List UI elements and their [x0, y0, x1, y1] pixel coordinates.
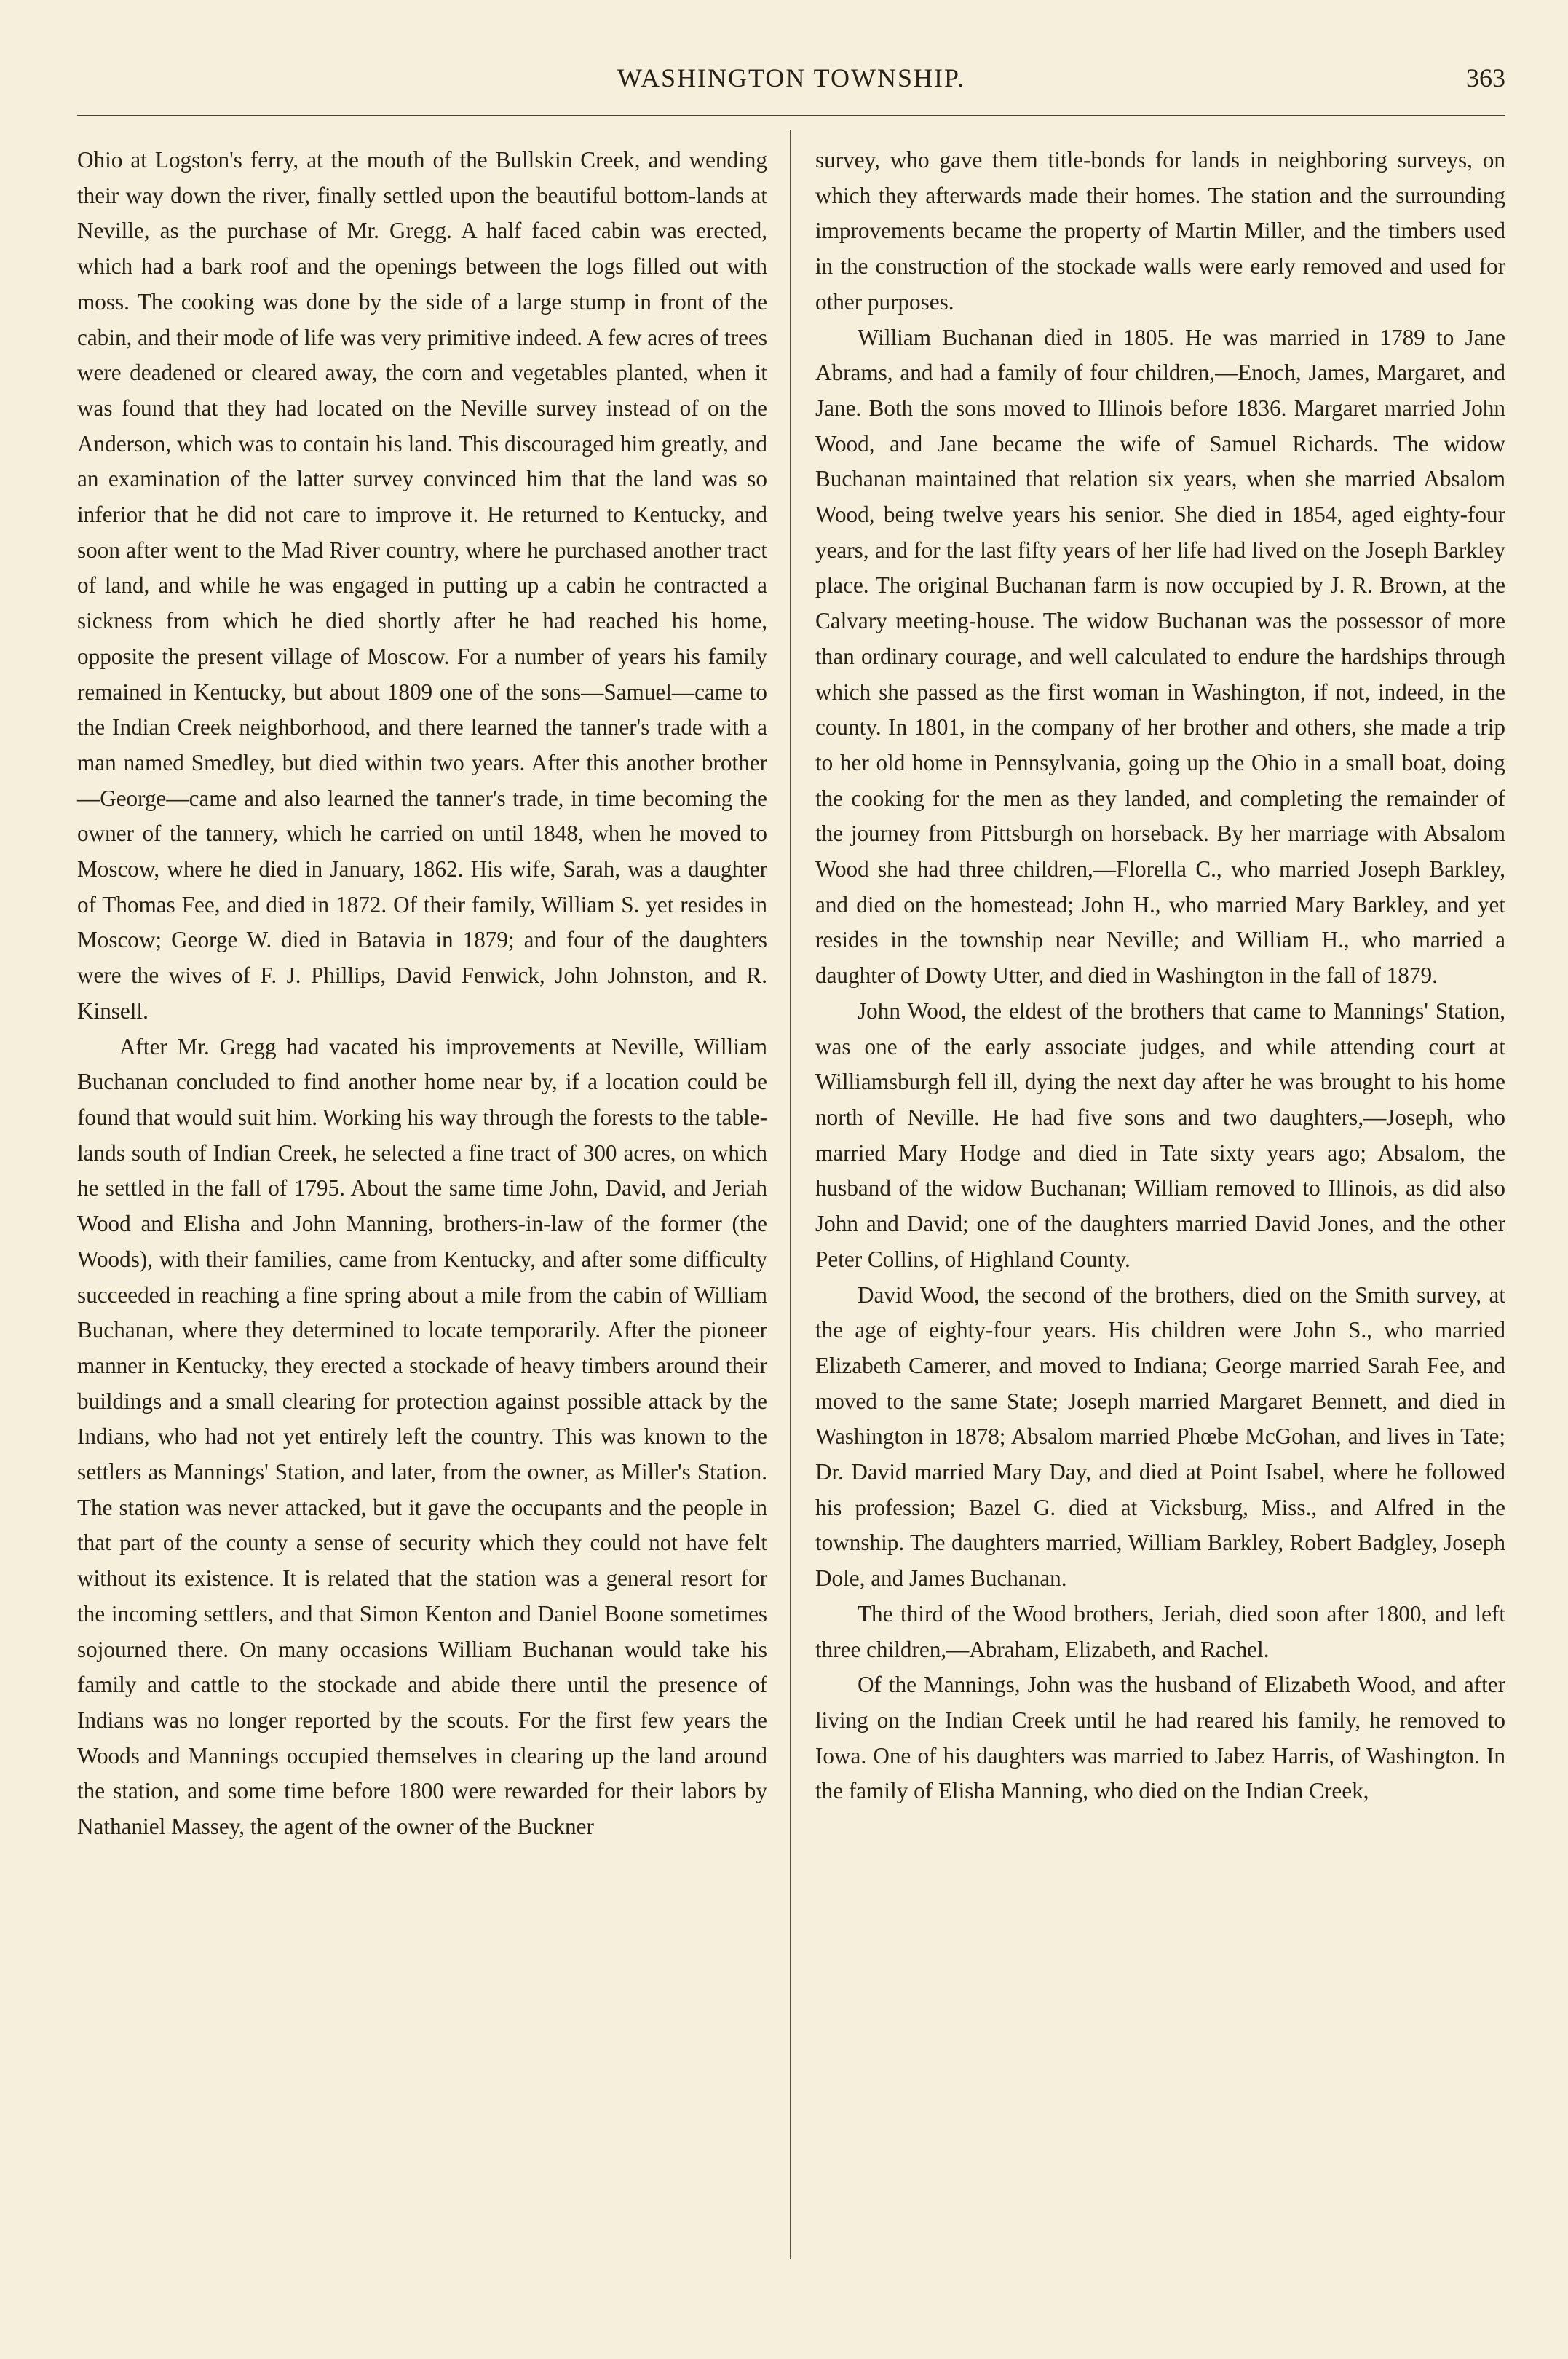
running-head	[77, 60, 1505, 103]
left-paragraph-2: After Mr. Gregg had vacated his improvements at Neville, William Buchanan concluded to find another home near by, if a location could be found that would suit him. Working his way through the forests to the table-lands south of Indian Creek, he selected a fine tract of 300 acres, on which he settled in the fall of 1795. About the same time John, David, and Jeriah Wood and Elisha and John Manning, brothers-in-law of the former (the Woods), with their families, came from Kentucky, and after some difficulty succeeded in reaching a fine spring about a mile from the cabin of William Buchanan, where they determined to locate temporarily. After the pioneer manner in Kentucky, they erected a stockade of heavy timbers around their buildings and a small clearing for protection against possible attack by the Indians, who had not yet entirely left the country. This was known to the settlers as Mannings' Station, and later, from the owner, as Miller's Station. The station was never attacked, but it gave the occupants and the people in that part of the county a sense of security which they could not have felt without its existence. It is related that the station was a general resort for the incoming settlers, and that Simon Kenton and Daniel Boone sometimes sojourned there. On many occasions William Buchanan would take his family and cattle to the stockade and abide there until the presence of Indians was no longer reported by the scouts. For the first few years the Woods and Mannings occupied themselves in clearing up the land around the station, and some time before 1800 were rewarded for their labors by Nathaniel Massey, the agent of the owner of the Buckner	[77, 1033, 768, 1840]
column-divider	[790, 130, 791, 2259]
page-number: 363	[1466, 63, 1505, 92]
right-paragraph-5: The third of the Wood brothers, Jeriah, died soon after 1800, and left three children,—Abraham, Elizabeth, and Rachel.	[815, 1600, 1505, 1662]
right-paragraph-3: John Wood, the eldest of the brothers that came to Mannings' Station, was one of the early associate judges, and while attending court at Williamsburgh fell ill, dying the next day after he was brought to his home north of Neville. He had five sons and two daughters,—Joseph, who married Mary Hodge and died in Tate sixty years ago; Absalom, the husband of the widow Buchanan; William removed to Illinois, as did also John and David; one of the daughters married David Jones, and the other Peter Collins, of Highland County.	[815, 997, 1505, 1272]
left-paragraph-1: Ohio at Logston's ferry, at the mouth of the Bullskin Creek, and wending their way down the river, finally settled upon the beautiful bottom-lands at Neville, as the purchase of Mr. Gregg. A half faced cabin was erected, which had a bark roof and the openings between the logs filled out with moss. The cooking was done by the side of a large stump in front of the cabin, and their mode of life was very primitive indeed. A few acres of trees were deadened or cleared away, the corn and vegetables planted, when it was found that they had located on the Neville survey instead of on the Anderson, which was to contain his land. This discouraged him greatly, and an examination of the latter survey convinced him that the land was so inferior that he did not care to improve it. He returned to Kentucky, and soon after went to the Mad River country, where he purchased another tract of land, and while he was engaged in putting up a cabin he contracted a sickness from which he died shortly after he had reached his home, opposite the present village of Moscow. For a number of years his family remained in Kentucky, but about 1809 one of the sons—Samuel—came to the Indian Creek neighborhood, and there learned the tanner's trade with a man named Smedley, but died within two years. After this another brother—George—came and also learned the tanner's trade, in time becoming the owner of the tannery, which he carried on until 1848, when he moved to Moscow, where he died in January, 1862. His wife, Sarah, was a daughter of Thomas Fee, and died in 1872. Of their family, William S. yet resides in Moscow; George W. died in Batavia in 1879; and four of the daughters were the wives of F. J. Phillips, David Fenwick, John Johnston, and R. Kinsell.	[77, 147, 767, 1024]
right-paragraph-2: William Buchanan died in 1805. He was married in 1789 to Jane Abrams, and had a family of four children,—Enoch, James, Margaret, and Jane. Both the sons moved to Illinois before 1836. Margaret married John Wood, and Jane became the wife of Samuel Richards. The widow Buchanan maintained that relation six years, when she married Absalom Wood, being twelve years his senior. She died in 1854, aged eighty-four years, and for the last fifty years of her life had lived on the Joseph Barkley place. The original Buchanan farm is now occupied by J. R. Brown, at the Calvary meeting-house. The widow Buchanan was the possessor of more than ordinary courage, and well calculated to endure the hardships through which she passed as the first woman in Washington, if not, indeed, in the county. In 1801, in the company of her brother and others, she made a trip to her old home in Pennsylvania, going up the Ohio in a small boat, doing the cooking for the men as they landed, and completing the remainder of the journey from Pittsburgh on horseback. By her marriage with Absalom Wood she had three children,—Florella C., who married Joseph Barkley, and died on the homestead; John H., who married Mary Barkley, and yet resides in the township near Neville; and William H., who married a daughter of Dowty Utter, and died in Washington in the fall of 1879.	[815, 324, 1505, 989]
right-column	[815, 143, 1505, 1809]
right-paragraph-6: Of the Mannings, John was the husband of Elizabeth Wood, and after living on the Indian Creek until he had reared his family, he removed to Iowa. One of his daughters was married to Jabez Harris, of Washington. In the family of Elisha Manning, who died on the Indian Creek,	[815, 1672, 1505, 1804]
right-paragraph-4: David Wood, the second of the brothers, died on the Smith survey, at the age of eighty-four years. His children were John S., who married Elizabeth Camerer, and moved to Indiana; George married Sarah Fee, and moved to the same State; Joseph married Margaret Bennett, and died in Washington in 1878; Absalom married Phœbe McGohan, and lives in Tate; Dr. David married Mary Day, and died at Point Isabel, where he followed his profession; Bazel G. died at Vicksburg, Miss., and Alfred in the township. The daughters married, William Barkley, Robert Badgley, Joseph Dole, and James Buchanan.	[815, 1281, 1505, 1592]
left-column	[77, 143, 767, 1845]
right-paragraph-1: survey, who gave them title-bonds for lands in neighboring surveys, on which they afterwards made their homes. The station and the surrounding improvements became the property of Martin Miller, and the timbers used in the construction of the stockade walls were early removed and used for other purposes.	[815, 147, 1505, 315]
running-title: WASHINGTON TOWNSHIP.	[617, 63, 966, 92]
header-rule	[77, 115, 1505, 116]
